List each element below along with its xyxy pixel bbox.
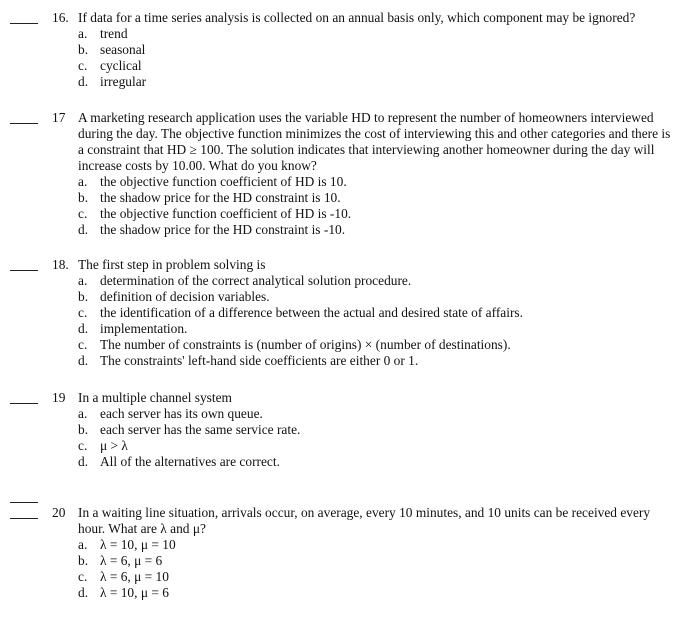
option-d-extra bbox=[78, 353, 678, 369]
option-text: λ = 10, μ = 10 bbox=[100, 537, 176, 552]
option-text: the objective function coefficient of HD is -10. bbox=[100, 206, 352, 221]
option-letter: b. bbox=[78, 553, 89, 568]
option-letter: b. bbox=[78, 42, 89, 57]
answer-blank[interactable] bbox=[10, 23, 38, 24]
option-b bbox=[78, 422, 678, 438]
option-text: the shadow price for the HD constraint is -10. bbox=[100, 222, 346, 237]
option-letter: a. bbox=[78, 406, 88, 421]
option-text: the identification of a difference between the actual and desired state of affairs. bbox=[100, 305, 523, 320]
option-letter: d. bbox=[78, 74, 89, 89]
option-c bbox=[78, 569, 678, 585]
option-letter: a. bbox=[78, 273, 88, 288]
option-b bbox=[78, 190, 678, 206]
option-letter: b. bbox=[78, 289, 89, 304]
option-text: The constraints' left-hand side coefficients are either 0 or 1. bbox=[100, 353, 419, 368]
option-text: each server has the same service rate. bbox=[100, 422, 301, 437]
option-c-extra bbox=[78, 337, 678, 353]
option-a bbox=[78, 26, 678, 42]
option-letter: a. bbox=[78, 537, 88, 552]
answer-blank[interactable] bbox=[10, 270, 38, 271]
option-text: the objective function coefficient of HD is 10. bbox=[100, 174, 347, 189]
question-number: 18. bbox=[52, 257, 69, 272]
option-a bbox=[78, 406, 678, 422]
option-text: All of the alternatives are correct. bbox=[100, 454, 280, 469]
option-letter: c. bbox=[78, 337, 88, 352]
option-letter: c. bbox=[78, 569, 88, 584]
options-list bbox=[78, 273, 678, 369]
option-text: determination of the correct analytical solution procedure. bbox=[100, 273, 412, 288]
answer-blank[interactable] bbox=[10, 502, 38, 503]
option-text: The number of constraints is (number of origins) × (number of destinations). bbox=[100, 337, 511, 352]
answer-blank[interactable] bbox=[10, 518, 38, 519]
option-text: implementation. bbox=[100, 321, 188, 336]
option-b bbox=[78, 42, 678, 58]
option-d bbox=[78, 454, 678, 470]
option-text: λ = 6, μ = 10 bbox=[100, 569, 169, 584]
option-letter: c. bbox=[78, 58, 88, 73]
option-letter: c. bbox=[78, 305, 88, 320]
option-letter: d. bbox=[78, 585, 89, 600]
question-number: 20 bbox=[52, 505, 66, 520]
option-b bbox=[78, 289, 678, 305]
question-text: If data for a time series analysis is collected on an annual basis only, which component may be ignored? bbox=[78, 10, 636, 25]
answer-blank[interactable] bbox=[10, 123, 38, 124]
option-d bbox=[78, 74, 678, 90]
option-d bbox=[78, 321, 678, 337]
option-a bbox=[78, 537, 678, 553]
question-text: A marketing research application uses the variable HD to represent the number of homeowners interviewed during the day. The objective function minimizes the cost of interviewing this and other categories and there is a constraint that HD ≥ 100. The solution indicates that interviewing another homeowner during the day will increase costs by 10.00. What do you know? bbox=[78, 110, 671, 173]
option-text: definition of decision variables. bbox=[100, 289, 270, 304]
option-c bbox=[78, 305, 678, 321]
question-number: 16. bbox=[52, 10, 69, 25]
option-text: cyclical bbox=[100, 58, 142, 73]
question-text: In a waiting line situation, arrivals occur, on average, every 10 minutes, and 10 units can be received every hour. What are λ and μ? bbox=[78, 505, 651, 536]
option-a bbox=[78, 273, 678, 289]
options-list bbox=[78, 26, 678, 90]
options-list bbox=[78, 537, 678, 601]
option-letter: d. bbox=[78, 222, 89, 237]
option-text: λ = 10, μ = 6 bbox=[100, 585, 169, 600]
option-text: trend bbox=[100, 26, 128, 41]
option-letter: b. bbox=[78, 422, 89, 437]
option-a bbox=[78, 174, 678, 190]
option-letter: c. bbox=[78, 206, 88, 221]
option-c bbox=[78, 438, 678, 454]
question-number: 19 bbox=[52, 390, 66, 405]
option-letter: d. bbox=[78, 353, 89, 368]
option-text: the shadow price for the HD constraint is 10. bbox=[100, 190, 341, 205]
option-letter: d. bbox=[78, 321, 89, 336]
option-text: each server has its own queue. bbox=[100, 406, 263, 421]
option-c bbox=[78, 206, 678, 222]
option-b bbox=[78, 553, 678, 569]
question-text: In a multiple channel system bbox=[78, 390, 232, 405]
option-text: μ > λ bbox=[100, 438, 128, 453]
option-letter: a. bbox=[78, 26, 88, 41]
option-text: seasonal bbox=[100, 42, 146, 57]
option-text: λ = 6, μ = 6 bbox=[100, 553, 163, 568]
option-text: irregular bbox=[100, 74, 147, 89]
option-d bbox=[78, 585, 678, 601]
question-number: 17 bbox=[52, 110, 66, 125]
options-list bbox=[78, 406, 678, 470]
option-letter: c. bbox=[78, 438, 88, 453]
option-d bbox=[78, 222, 678, 238]
option-letter: b. bbox=[78, 190, 89, 205]
option-c bbox=[78, 58, 678, 74]
question-text: The first step in problem solving is bbox=[78, 257, 266, 272]
option-letter: d. bbox=[78, 454, 89, 469]
option-letter: a. bbox=[78, 174, 88, 189]
options-list bbox=[78, 174, 678, 238]
answer-blank[interactable] bbox=[10, 403, 38, 404]
